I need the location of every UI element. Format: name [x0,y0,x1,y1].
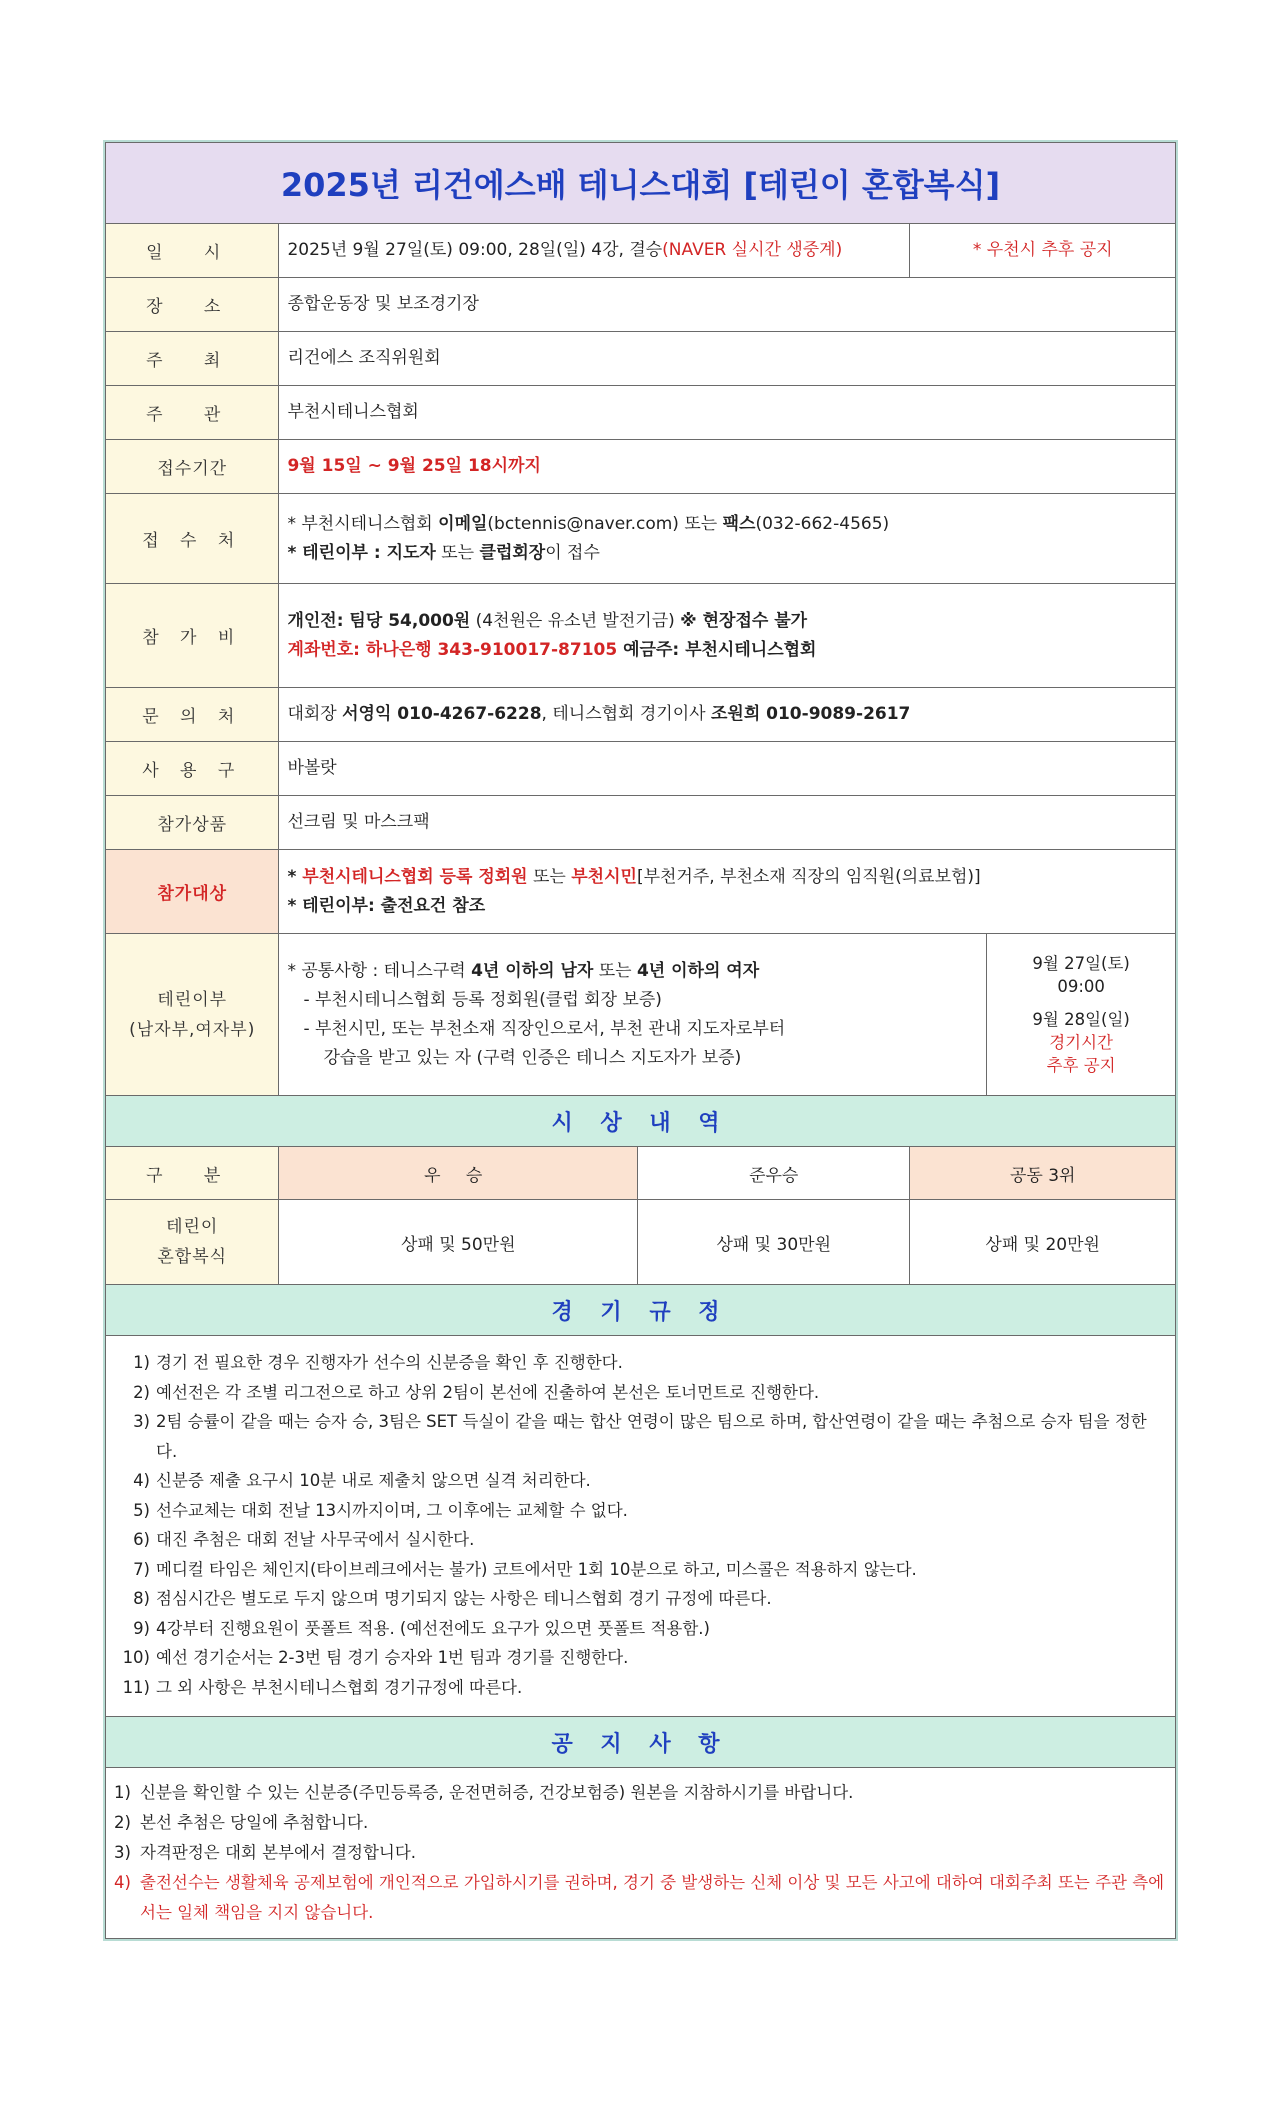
info-table [105,142,1176,1939]
place-label: 장 소 [106,278,279,332]
rules-item-number: 5) [133,1500,150,1520]
rules-list [106,1336,1176,1717]
rules-item-text: 예선전은 각 조별 리그전으로 하고 상위 2팀이 본선에 진출하여 본선은 토너먼트로 진행한다. [156,1382,820,1402]
rules-item-text: 메디컬 타임은 체인지(타이브레크에서는 불가) 코트에서만 1회 10분으로 하고, 미스콜은 적용하지 않는다. [156,1559,917,1579]
organizer-value: 부천시테니스협회 [279,386,1176,440]
rules-item-number: 6) [133,1530,150,1549]
reception-label: 접 수 처 [106,494,279,584]
rules-item-number: 9) [133,1618,150,1638]
prize-item-label: 참가상품 [106,796,279,850]
rules-item-text: 예선 경기순서는 2-3번 팀 경기 승자와 1번 팀과 경기를 진행한다. [156,1648,629,1667]
rules-item [116,1407,1165,1466]
place-value: 종합운동장 및 보조경기장 [279,278,1176,332]
notice-item-text: 자격판정은 대회 본부에서 결정합니다. [140,1843,417,1862]
notice-item-number: 2) [114,1813,131,1832]
rules-item-text: 경기 전 필요한 경우 진행자가 선수의 신분증을 확인 후 진행한다. [156,1353,623,1372]
third-prize: 상패 및 20만원 [910,1200,1176,1285]
rules-item [116,1673,1165,1703]
ball-label: 사 용 구 [106,742,279,796]
notice-item [114,1778,1165,1808]
notice-item-number: 3) [114,1843,131,1862]
rules-item-text: 신분증 제출 요구시 10분 내로 제출치 않으면 실격 처리한다. [156,1471,591,1490]
ball-value: 바볼랏 [279,742,1176,796]
rules-item-number: 1) [133,1353,150,1372]
host-label: 주 최 [106,332,279,386]
fee-label: 참 가 비 [106,584,279,688]
awards-heading: 시 상 내 역 [106,1096,1176,1147]
notice-heading: 공 지 사 항 [106,1717,1176,1768]
rules-item-text: 그 외 사항은 부천시테니스협회 경기규정에 따른다. [156,1677,523,1697]
rules-item [116,1348,1165,1378]
division-value: * 공통사항 : 테니스구력 4년 이하의 남자 또는 4년 이하의 여자 - 부천시테니스협회 등록 정회원(클럽 회장 보증) - 부천시민, 또는 부천소재 직장인으로서, 부천 관내 지도자로부터 강습을 받고 있는 자 (구력 인증은 테니스 지도자가 보증) [279,934,987,1096]
rules-item-number: 2) [133,1382,150,1402]
rules-item-text: 2팀 승률이 같을 때는 승자 승, 3팀은 SET 득실이 같을 때는 합산 연령이 많은 팀으로 하며, 합산연령이 같을 때는 추첨으로 승자 팀을 정한다. [156,1412,1147,1461]
date-value: 2025년 9월 27일(토) 09:00, 28일(일) 4강, 결승(NAVER 실시간 생중계) [279,224,910,278]
notice-item [114,1838,1165,1868]
awards-col-label: 구 분 [106,1147,279,1200]
rules-item [116,1525,1165,1555]
notice-item-text: 출전선수는 생활체육 공제보험에 개인적으로 가입하시기를 권하며, 경기 중 발생하는 신체 이상 및 모든 사고에 대하여 대회주최 또는 주관 측에서는 일체 책임을 지지 않습니다. [140,1873,1165,1922]
notice-item-text: 신분을 확인할 수 있는 신분증(주민등록증, 운전면허증, 건강보험증) 원본을 지참하시기를 바랍니다. [140,1783,854,1802]
awards-second-header: 준우승 [638,1147,910,1200]
target-label: 참가대상 [106,850,279,934]
awards-row-label: 테린이 혼합복식 [106,1200,279,1285]
rules-item-number: 8) [133,1589,150,1608]
contact-value: 대회장 서영익 010-4267-6228, 테니스협회 경기이사 조원희 010-9089-2617 [279,688,1176,742]
period-label: 접수기간 [106,440,279,494]
notice-item-number: 1) [114,1783,131,1802]
rules-item-number: 7) [133,1559,150,1579]
notice-item [114,1808,1165,1838]
fee-value: 개인전: 팀당 54,000원 (4천원은 유소년 발전기금) ※ 현장접수 불가 계좌번호: 하나은행 343-910017-87105 예금주: 부천시테니스협회 [279,584,1176,688]
rules-item-text: 4강부터 진행요원이 풋폴트 적용. (예선전에도 요구가 있으면 풋폴트 적용함.) [156,1618,710,1638]
rules-item [116,1496,1165,1526]
prize-item-value: 선크림 및 마스크팩 [279,796,1176,850]
rules-item-text: 선수교체는 대회 전날 13시까지이며, 그 이후에는 교체할 수 없다. [156,1500,628,1520]
notice-list [106,1768,1176,1939]
rules-item [116,1643,1165,1673]
rules-item-number: 3) [133,1412,150,1431]
reception-value: * 부천시테니스협회 이메일(bctennis@naver.com) 또는 팩스(032-662-4565) * 테린이부 : 지도자 또는 클럽회장이 접수 [279,494,1176,584]
organizer-label: 주 관 [106,386,279,440]
awards-third-header: 공동 3위 [910,1147,1176,1200]
first-prize: 상패 및 50만원 [279,1200,638,1285]
contact-label: 문 의 처 [106,688,279,742]
awards-first-header: 우 승 [279,1147,638,1200]
rain-note: * 우천시 추후 공지 [910,224,1176,278]
rules-item-number: 4) [133,1471,150,1490]
second-prize: 상패 및 30만원 [638,1200,910,1285]
rules-item-number: 11) [122,1677,150,1697]
rules-item [116,1378,1165,1408]
target-value: * 부천시테니스협회 등록 정회원 또는 부천시민[부천거주, 부천소재 직장의 임직원(의료보험)] * 테린이부: 출전요건 참조 [279,850,1176,934]
rules-item-text: 대진 추첨은 대회 전날 사무국에서 실시한다. [156,1530,475,1549]
division-schedule: 9월 27일(토) 09:00 9월 28일(일) 경기시간 추후 공지 [987,934,1176,1096]
rules-item [116,1466,1165,1496]
page-title: 2025년 리건에스배 테니스대회 [테린이 혼합복식] [106,143,1176,224]
date-label: 일 시 [106,224,279,278]
rules-heading: 경 기 규 정 [106,1285,1176,1336]
tournament-notice [103,140,1178,1941]
notice-item-text: 본선 추첨은 당일에 추첨합니다. [140,1813,369,1832]
host-value: 리건에스 조직위원회 [279,332,1176,386]
rules-item-number: 10) [122,1648,150,1667]
rules-item [116,1555,1165,1585]
notice-item [114,1868,1165,1928]
rules-item [116,1584,1165,1614]
period-value: 9월 15일 ~ 9월 25일 18시까지 [279,440,1176,494]
division-label: 테린이부 (남자부,여자부) [106,934,279,1096]
rules-item [116,1614,1165,1644]
notice-item-number: 4) [114,1873,131,1892]
rules-item-text: 점심시간은 별도로 두지 않으며 명기되지 않는 사항은 테니스협회 경기 규정에 따른다. [156,1589,772,1608]
